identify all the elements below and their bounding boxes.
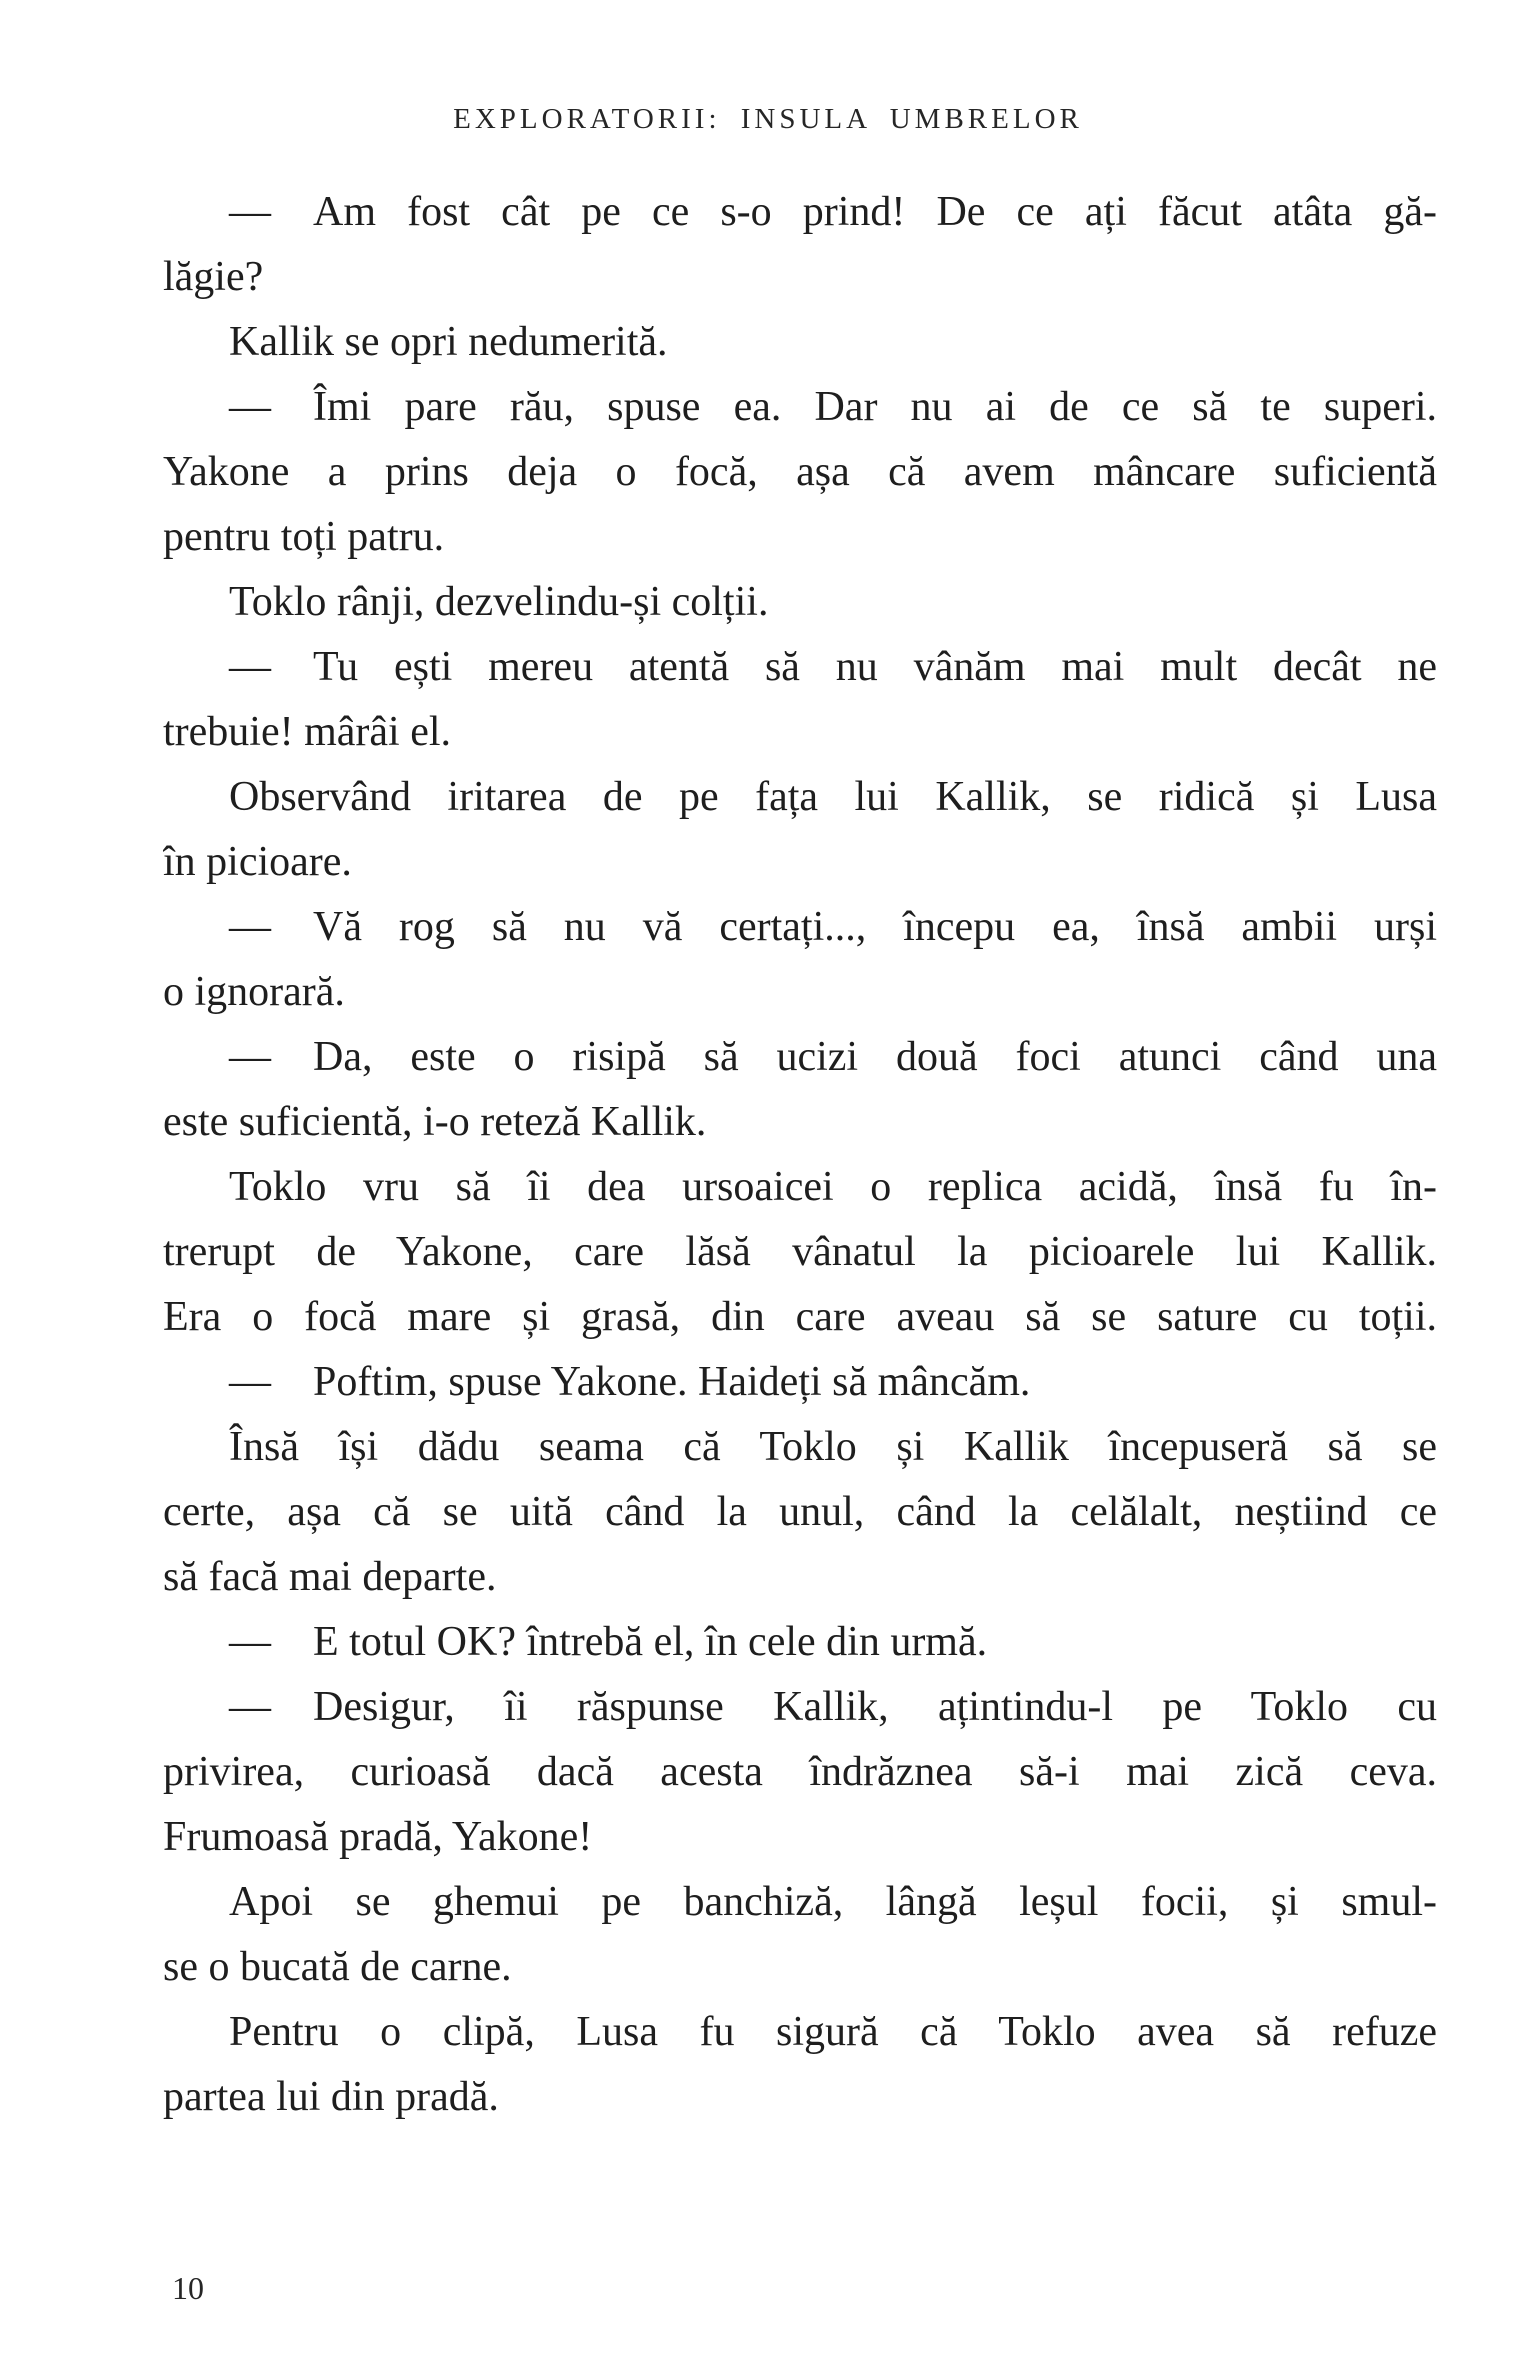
text-line: privirea, curioasă dacă acesta îndrăznea să-i mai zică ceva. xyxy=(163,1749,1437,1795)
running-header: EXPLORATORII: INSULA UMBRELOR xyxy=(453,103,1083,135)
text-line: — Îmi pare rău, spuse ea. Dar nu ai de ce să te superi. xyxy=(229,384,1437,430)
text-line: — E totul OK? întrebă el, în cele din urmă. xyxy=(229,1619,988,1665)
text-line: Yakone a prins deja o focă, așa că avem mâncare suficientă xyxy=(163,449,1437,495)
text-line: trebuie! mârâi el. xyxy=(163,709,452,755)
text-line: să facă mai departe. xyxy=(163,1554,497,1600)
body-text xyxy=(163,180,1437,2130)
text-line: partea lui din pradă. xyxy=(163,2074,499,2120)
text-line: — Am fost cât pe ce s-o prind! De ce ați făcut atâta gă- xyxy=(229,189,1437,235)
text-line: Toklo vru să îi dea ursoaicei o replica acidă, însă fu în- xyxy=(229,1164,1437,1210)
text-line: Apoi se ghemui pe banchiză, lângă leșul focii, și smul- xyxy=(229,1879,1437,1925)
text-line: — Poftim, spuse Yakone. Haideți să mâncăm. xyxy=(229,1359,1031,1405)
text-line: lăgie? xyxy=(163,254,264,300)
text-line: Toklo rânji, dezvelindu-și colții. xyxy=(229,579,769,625)
text-line: Însă își dădu seama că Toklo și Kallik începuseră să se xyxy=(229,1424,1437,1470)
text-line: trerupt de Yakone, care lăsă vânatul la picioarele lui Kallik. xyxy=(163,1229,1437,1275)
text-line: certe, așa că se uită când la unul, când la celălalt, neștiind ce xyxy=(163,1489,1437,1535)
text-line: Frumoasă pradă, Yakone! xyxy=(163,1814,593,1860)
page-number: 10 xyxy=(172,2270,204,2306)
text-line: — Da, este o risipă să ucizi două foci atunci când una xyxy=(229,1034,1437,1080)
text-line: este suficientă, i-o reteză Kallik. xyxy=(163,1099,707,1145)
text-line: — Tu ești mereu atentă să nu vânăm mai mult decât ne xyxy=(229,644,1437,690)
text-line: Observând iritarea de pe fața lui Kallik, se ridică și Lusa xyxy=(229,774,1437,820)
text-line: Kallik se opri nedumerită. xyxy=(229,319,668,365)
text-line: Pentru o clipă, Lusa fu sigură că Toklo avea să refuze xyxy=(229,2009,1437,2055)
text-line: Era o focă mare și grasă, din care aveau să se sature cu toții. xyxy=(163,1294,1437,1340)
text-line: pentru toți patru. xyxy=(163,514,445,560)
text-line: — Desigur, îi răspunse Kallik, ațintindu-l pe Toklo cu xyxy=(229,1684,1437,1730)
text-line: se o bucată de carne. xyxy=(163,1944,512,1990)
text-line: o ignorară. xyxy=(163,969,345,1015)
text-line: — Vă rog să nu vă certați..., începu ea, însă ambii urși xyxy=(229,904,1437,950)
text-line: în picioare. xyxy=(163,839,352,885)
